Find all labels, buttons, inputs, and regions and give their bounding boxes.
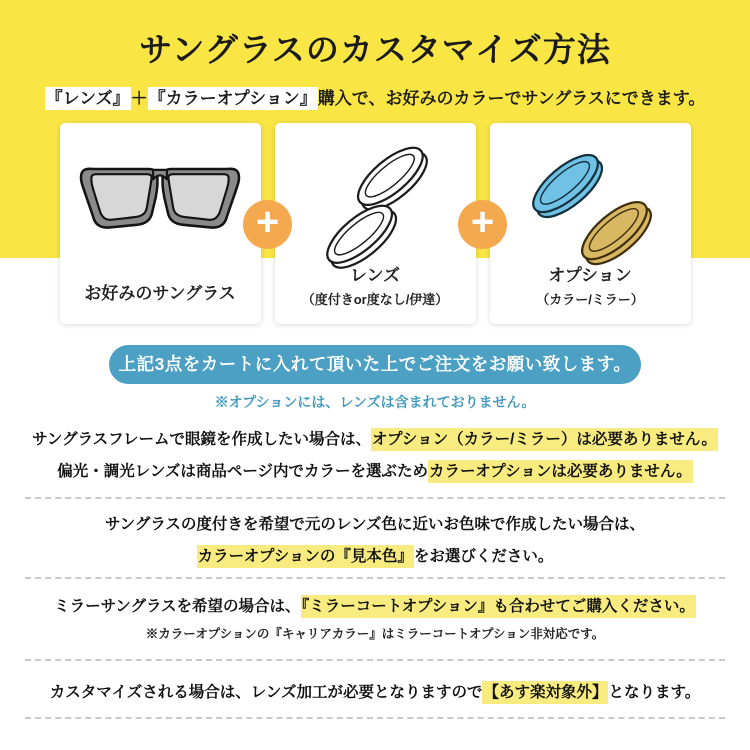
notes-section <box>0 424 750 719</box>
note-frame-line1: サングラスフレームで眼鏡を作成したい場合は、オプション（カラー/ミラー）は必要ありません。 <box>0 424 750 456</box>
step-card-lens <box>275 123 476 324</box>
note-carrier-color: ※カラーオプションの『キャリアカラー』はミラーコートオプション非対応です。 <box>145 627 605 641</box>
note-mirror-line1: ミラーサングラスを希望の場合は、『ミラーコートオプション』も合わせてご購入ください。 <box>0 591 750 623</box>
subtitle-rest: 購入で、お好みのカラーでサングラスにできます。 <box>317 89 706 108</box>
step-card-sunglasses <box>60 123 261 324</box>
note-frame-line2: 偏光・調光レンズは商品ページ内でカラーを選ぶためカラーオプションは必要ありません。 <box>0 456 750 488</box>
step-label: レンズ <box>349 266 401 285</box>
highlight-color-option-not-needed: カラーオプションは必要ありません。 <box>428 460 693 483</box>
step-card-option <box>490 123 691 324</box>
plus-icon: + <box>243 200 292 249</box>
subtitle-lens-chip: 『レンズ』 <box>45 89 130 108</box>
plus-icon: + <box>458 200 507 249</box>
dashed-divider <box>25 497 725 499</box>
clear-lens-pair-icon <box>289 131 461 276</box>
option-exclusion-note: ※オプションには、レンズは含まれておりません。 <box>214 394 536 410</box>
note-customize-shipping: カスタマイズされる場合は、レンズ加工が必要となりますので【あす楽対象外】となります。 <box>0 677 750 709</box>
step-sublabel: （度付きor度なし/伊達） <box>301 292 449 307</box>
subtitle-color-option-chip: 『カラーオプション』 <box>148 89 317 108</box>
step-label: お好みのサングラス <box>84 284 236 303</box>
color-lens-pair-icon <box>504 131 676 276</box>
subtitle <box>0 84 750 109</box>
highlight-sample-color: カラーオプションの『見本色』 <box>197 545 414 568</box>
highlight-option-not-needed: オプション（カラー/ミラー）は必要ありません。 <box>371 428 718 451</box>
step-label: オプション <box>548 266 632 285</box>
highlight-no-next-day: 【あす楽対象外】 <box>482 681 608 704</box>
highlight-mirror-coat-option: 『ミラーコートオプション』も合わせてご購入ください。 <box>301 595 696 618</box>
sunglasses-icon <box>74 157 246 236</box>
subtitle-plus-sign: ＋ <box>130 89 148 108</box>
cart-instruction-banner: 上記3点をカートに入れて頂いた上でご注文をお願い致します。 <box>109 345 641 384</box>
steps-row <box>0 123 750 324</box>
note-sample-color-line1: サングラスの度付きを希望で元のレンズ色に近いお色味で作成したい場合は、 <box>104 516 646 533</box>
note-sample-color-line2: カラーオプションの『見本色』をお選びください。 <box>0 541 750 573</box>
dashed-divider <box>25 717 725 719</box>
step-sublabel: （カラー/ミラー） <box>536 292 644 307</box>
page-title: サングラスのカスタマイズ方法 <box>139 31 611 68</box>
dashed-divider <box>25 577 725 579</box>
dashed-divider <box>25 659 725 661</box>
